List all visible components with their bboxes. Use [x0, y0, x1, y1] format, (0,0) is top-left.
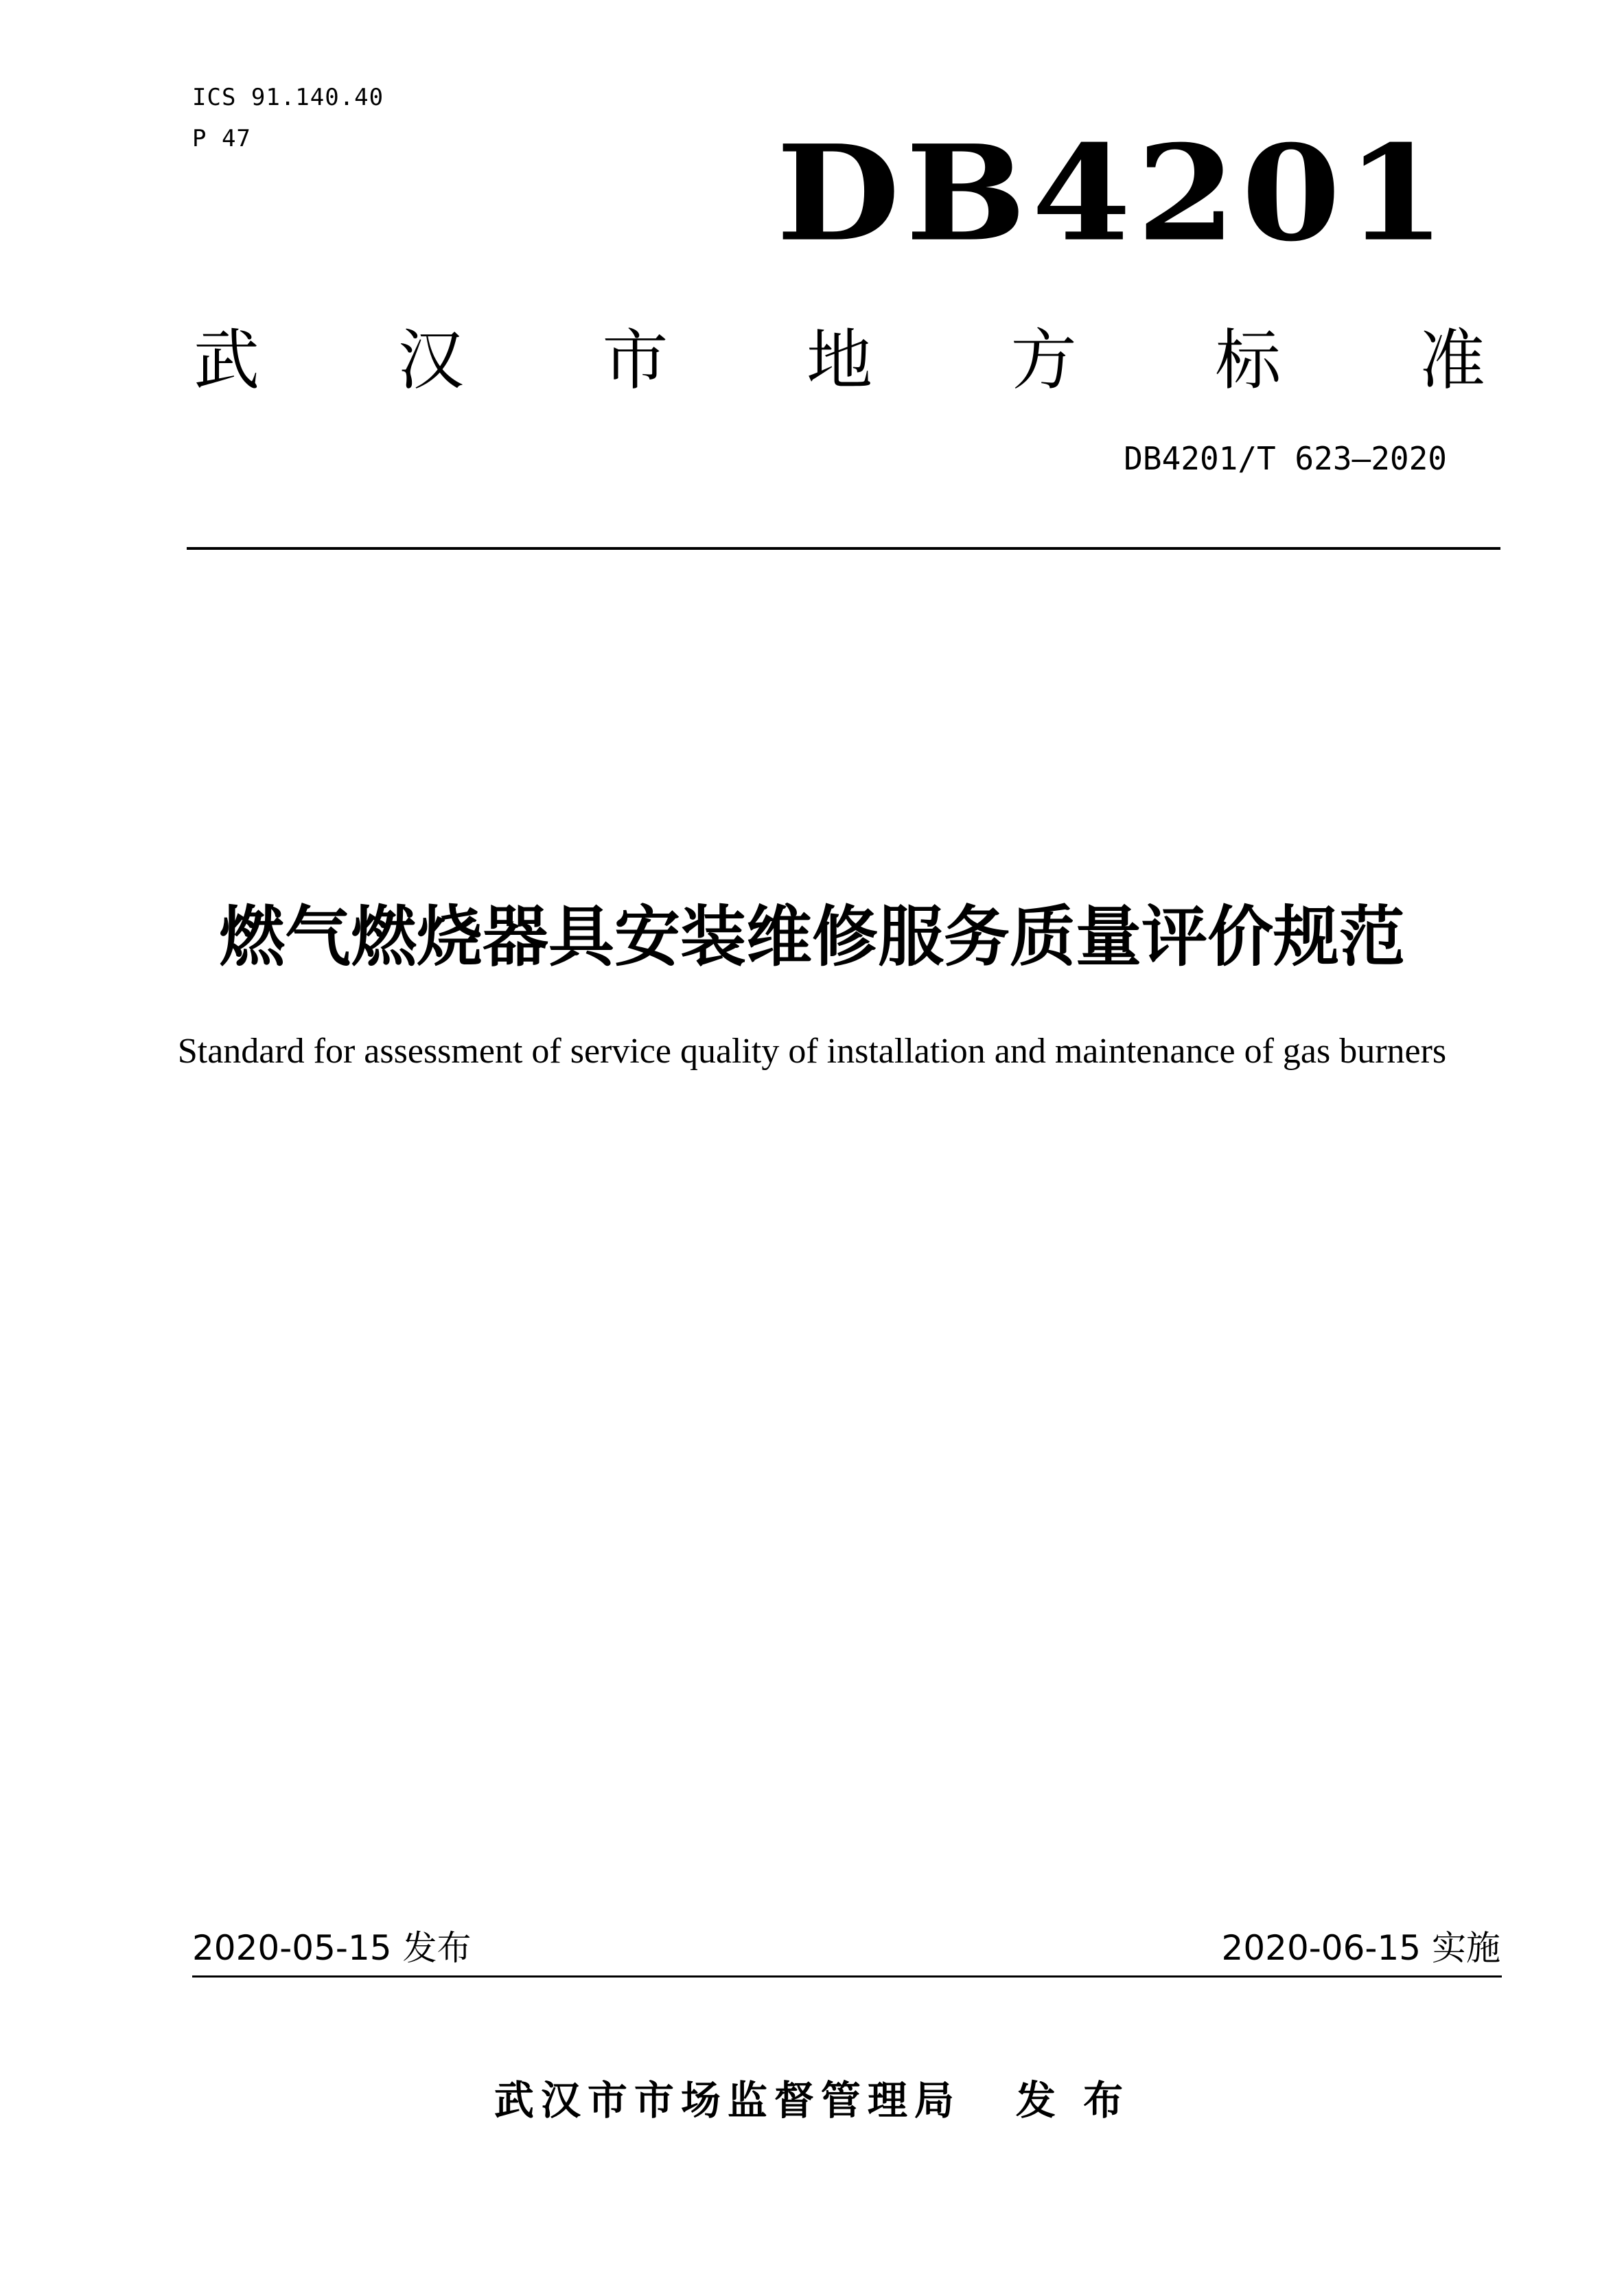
standard-code-logo: DB4201 [776, 117, 1451, 271]
standard-type-heading [194, 323, 1485, 398]
standard-type-char: 地 [806, 322, 872, 399]
standard-type-char: 市 [602, 322, 669, 399]
title-english: Standard for assessment of service quality of installation and maintenance of gas burners [177, 1032, 1447, 1071]
title-chinese: 燃气燃烧器具安装维修服务质量评价规范 [219, 898, 1405, 975]
standard-type-char: 标 [1215, 322, 1281, 399]
ics-code: ICS 91.140.40 [192, 84, 384, 111]
standard-type-char: 准 [1419, 322, 1485, 399]
issuer-action: 发 布 [1015, 2077, 1130, 2124]
standard-type-char: 武 [194, 322, 259, 399]
implementation-date: 2020-06-15 实施 [1221, 1928, 1500, 1968]
issuer-name: 武汉市市场监督管理局 [494, 2077, 961, 2124]
issuer-line [0, 2073, 1624, 2128]
ccs-code: P 47 [192, 125, 251, 152]
footer-divider [192, 1975, 1502, 1978]
issue-date: 2020-05-15 发布 [192, 1928, 472, 1968]
standard-type-char: 方 [1010, 322, 1077, 399]
header-divider [187, 547, 1500, 550]
standard-number: DB4201/T 623—2020 [1124, 440, 1447, 477]
standard-type-char: 汉 [397, 322, 464, 399]
